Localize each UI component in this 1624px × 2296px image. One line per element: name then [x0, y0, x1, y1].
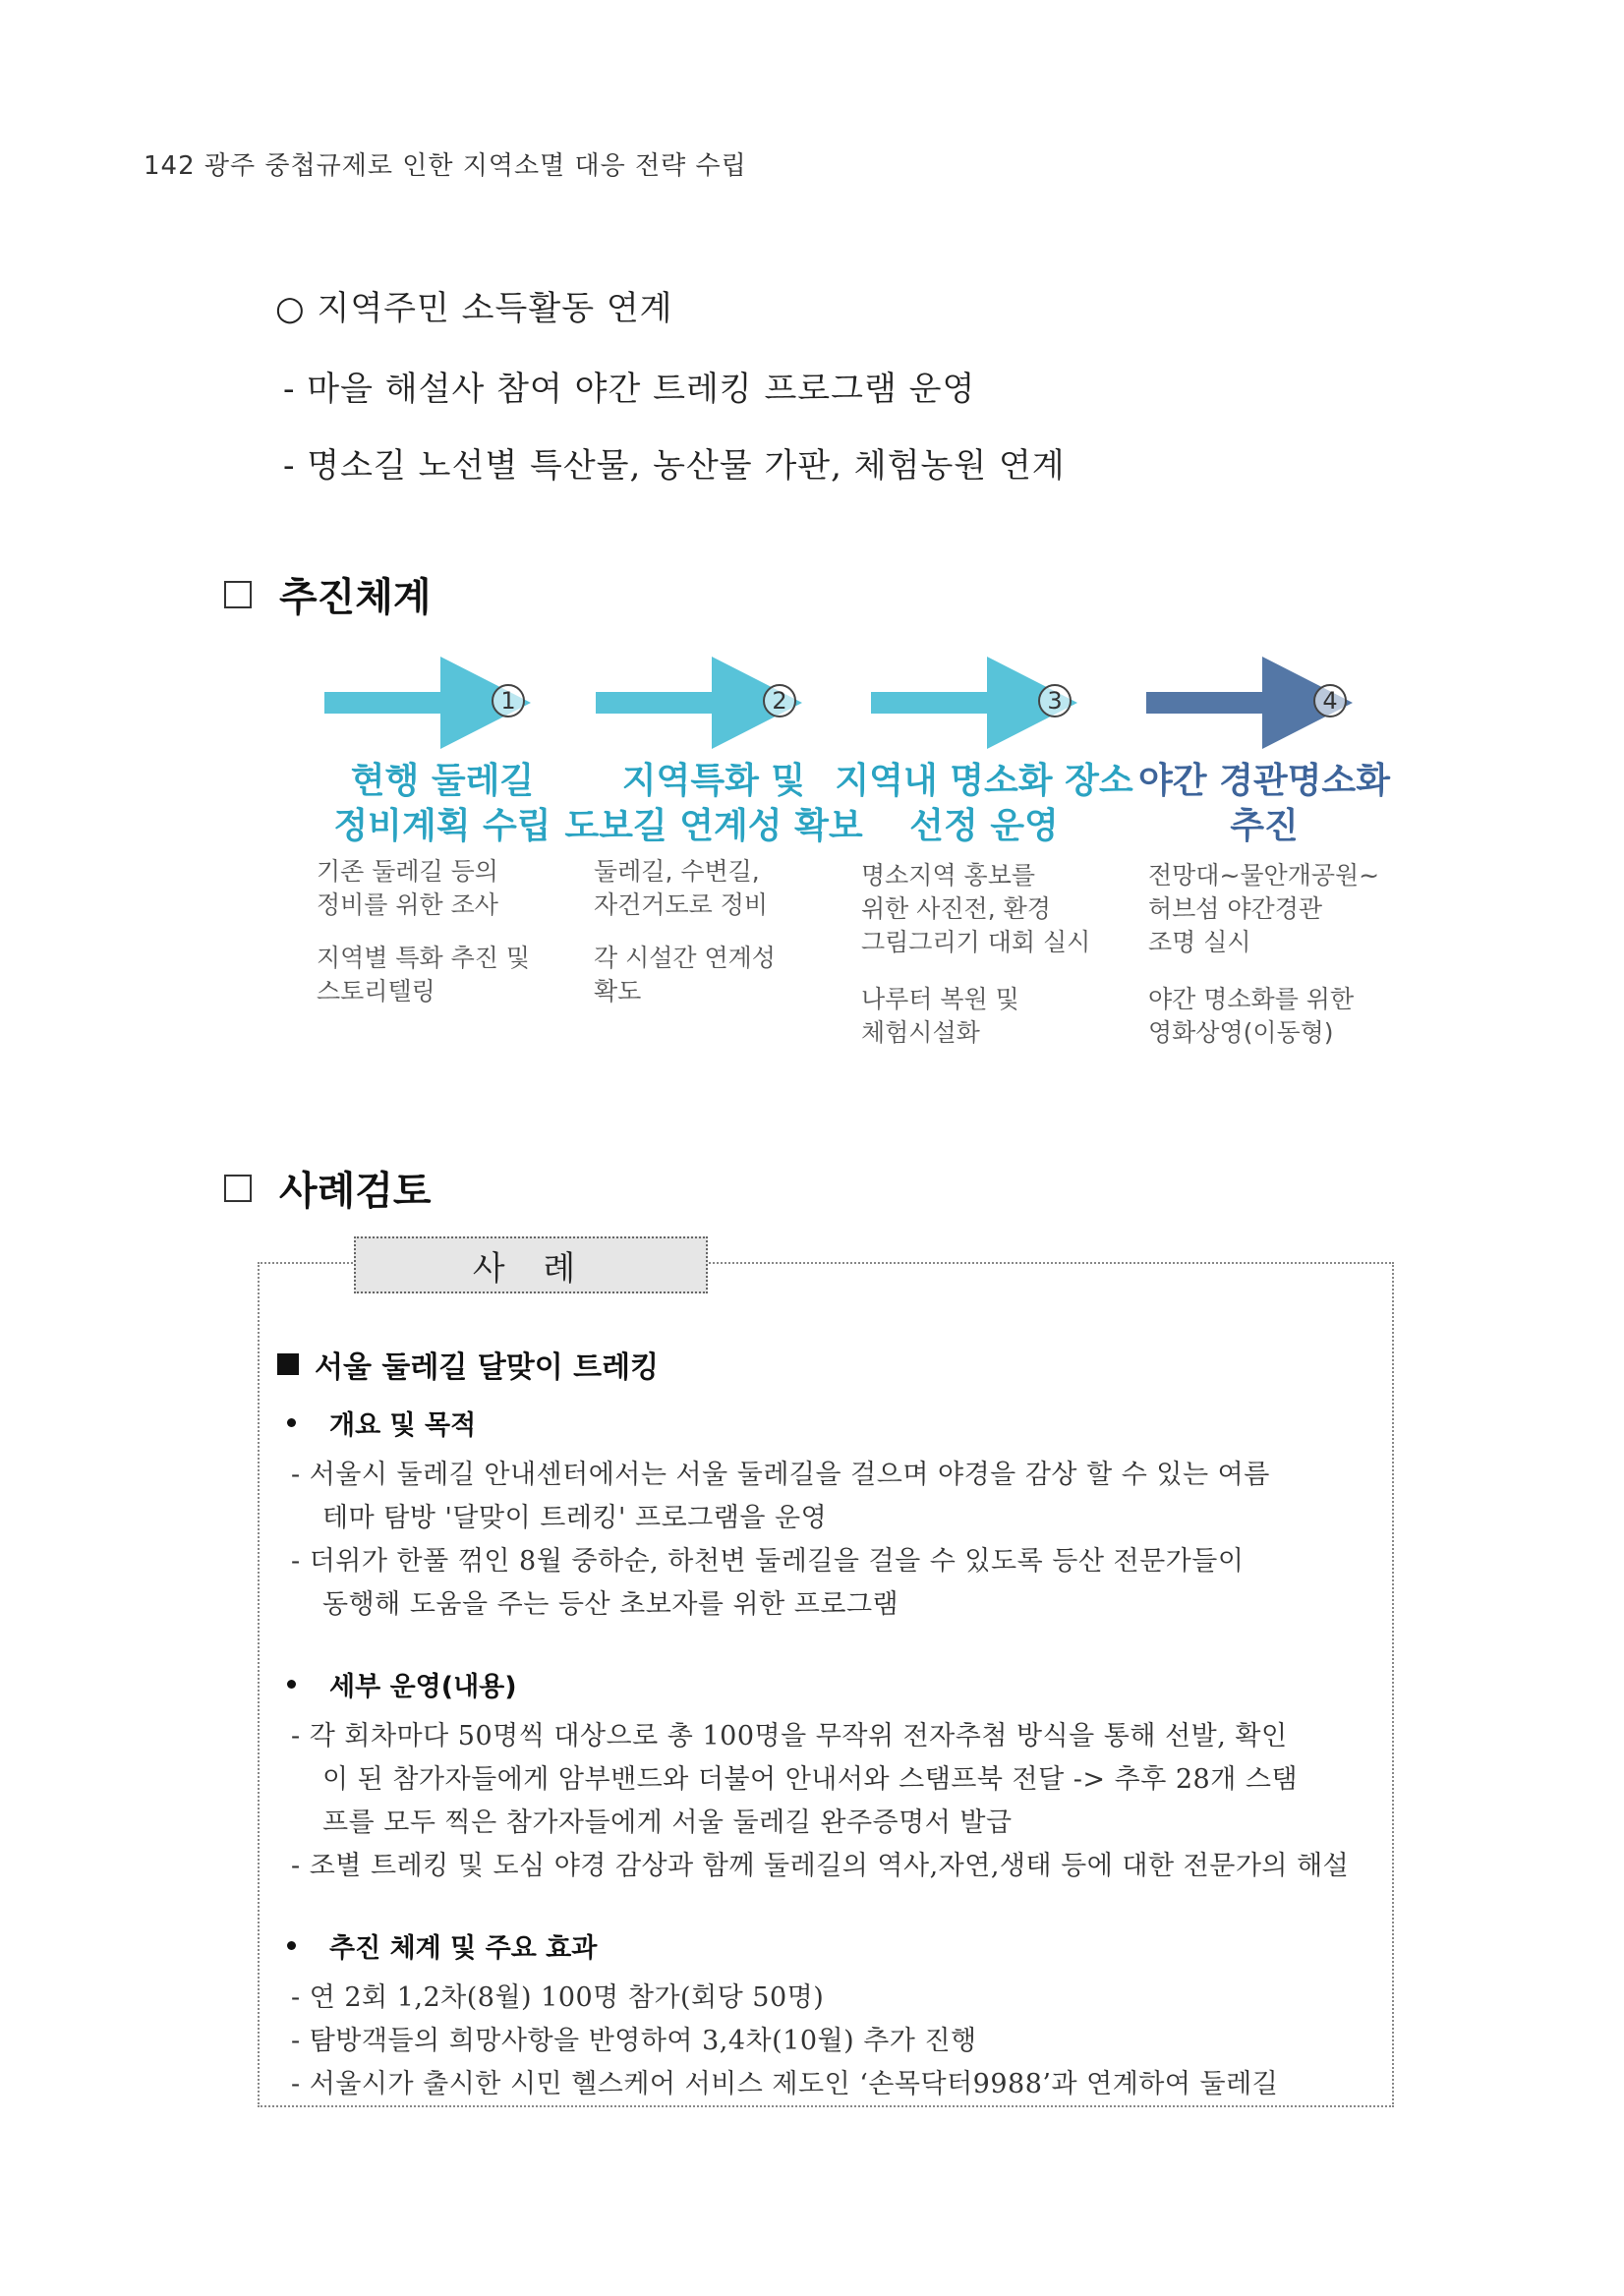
step-title-line: 지역특화 및 [621, 761, 806, 801]
case-bullet [287, 1665, 517, 1703]
step-title-line: 야간 경관명소화 [1138, 761, 1390, 801]
step-desc-line: 정비를 위한 조사 [317, 890, 498, 919]
step-desc-line: 명소지역 홍보를 [861, 861, 1035, 890]
step-desc-line: 지역별 특화 추진 및 [317, 944, 531, 972]
case-line: - 더위가 한풀 꺾인 8월 중하순, 하천변 둘레길을 걸을 수 있도록 등산 전문가들이 [291, 1546, 1245, 1577]
section-title-promotion-system [224, 566, 432, 622]
step-desc-line: 자건거도로 정비 [594, 890, 768, 919]
step-title [295, 759, 590, 849]
bullet-dot-icon [287, 1418, 296, 1427]
case-line: - 연 2회 1,2차(8월) 100명 참가(회당 50명) [291, 1982, 825, 2013]
case-heading-text: 서울 둘레길 달맞이 트레킹 [315, 1350, 660, 1385]
case-heading [277, 1343, 659, 1386]
step-desc-line: 위한 사진전, 환경 [861, 894, 1051, 923]
step-desc-line: 나루터 복원 및 [861, 985, 1019, 1013]
step-desc-line: 그림그리기 대회 실시 [861, 928, 1091, 956]
step-desc-line: 확도 [594, 977, 642, 1005]
case-line: 테마 탐방 '달맞이 트레킹' 프로그램을 운영 [322, 1503, 828, 1533]
step-title-line: 현행 둘레길 [350, 761, 535, 801]
case-line: 동행해 도움을 주는 등산 초보자를 위한 프로그램 [322, 1589, 899, 1620]
step-desc-block [594, 942, 849, 1008]
case-tab: 사 례 [354, 1236, 708, 1293]
step-desc-line: 각 시설간 연계성 [594, 944, 776, 972]
step-title-line: 정비계획 수립 [333, 806, 551, 846]
step-title [1117, 759, 1412, 849]
step-title-line: 도보길 연계성 확보 [564, 806, 863, 846]
step-desc-block [317, 942, 572, 1008]
bullet-dot-icon [287, 1680, 296, 1689]
step-desc-block [861, 859, 1117, 959]
step-title-line: 지역내 명소화 장소 [835, 761, 1133, 801]
step-desc-block [861, 983, 1117, 1050]
step-desc-line: 조명 실시 [1148, 928, 1251, 956]
step-desc-block [1148, 983, 1404, 1050]
case-line: - 서울시 둘레길 안내센터에서는 서울 둘레길을 걸으며 야경을 감상 할 수 있는 여름 [291, 1460, 1270, 1490]
section-title-case-review [224, 1160, 432, 1216]
step-title-line: 선정 운영 [909, 806, 1059, 846]
case-line: - 각 회차마다 50명씩 대상으로 총 100명을 무작위 전자추첨 방식을 통해 선발, 확인 [291, 1721, 1288, 1751]
section-title-text: 추진체계 [279, 575, 432, 620]
step-title-line: 추진 [1230, 806, 1299, 846]
checkbox-square-icon [224, 581, 252, 608]
case-line: 프를 모두 찍은 참가자들에게 서울 둘레길 완주증명서 발급 [322, 1808, 1013, 1838]
step-number-badge: 3 [1038, 684, 1072, 718]
running-header: 142 광주 중첩규제로 인한 지역소멸 대응 전략 수립 [144, 151, 747, 181]
step-desc-line: 기존 둘레길 등의 [317, 857, 498, 886]
bullet-dot-icon [287, 1941, 296, 1950]
case-bullet [287, 1926, 597, 1965]
step-title [822, 759, 1146, 849]
case-bullet-label: 세부 운영(내용) [329, 1672, 517, 1702]
step-desc-line: 둘레길, 수변길, [594, 857, 760, 886]
intro-item-2: - 명소길 노선별 특산물, 농산물 가판, 체험농원 연계 [283, 446, 1066, 486]
step-desc-block [594, 855, 849, 922]
section-title-text: 사례검토 [279, 1169, 432, 1214]
step-number-badge: 4 [1313, 684, 1347, 718]
case-bullet-label: 개요 및 목적 [329, 1410, 477, 1441]
step-desc-line: 체험시설화 [861, 1018, 980, 1047]
case-line: 이 된 참가자들에게 암부밴드와 더불어 안내서와 스탬프북 전달 -> 추후 28개 스탬 [322, 1764, 1299, 1795]
case-bullet-label: 추진 체계 및 주요 효과 [329, 1933, 598, 1964]
step-desc-line: 야간 명소화를 위한 [1148, 985, 1355, 1013]
case-line: - 서울시가 출시한 시민 헬스케어 서비스 제도인 ‘손목닥터9988’과 연계하여 둘레길 [291, 2069, 1279, 2099]
step-desc-block [317, 855, 572, 922]
step-number-badge: 1 [492, 684, 525, 718]
intro-item-1: - 마을 해설사 참여 야간 트레킹 프로그램 운영 [283, 370, 976, 409]
case-line: - 조별 트레킹 및 도심 야경 감상과 함께 둘레길의 역사,자연,생태 등에 대한 전문가의 해설 [291, 1851, 1350, 1881]
case-line: - 탐방객들의 희망사항을 반영하여 3,4차(10월) 추가 진행 [291, 2026, 977, 2056]
step-number-badge: 2 [763, 684, 796, 718]
step-desc-line: 허브섬 야간경관 [1148, 894, 1322, 923]
case-bullet [287, 1404, 476, 1442]
step-desc-line: 스토리텔링 [317, 977, 435, 1005]
step-desc-line: 영화상영(이동형) [1148, 1018, 1334, 1047]
black-square-icon [277, 1353, 299, 1375]
step-desc-line: 전망대~물안개공원~ [1148, 861, 1380, 890]
checkbox-square-icon [224, 1175, 252, 1202]
step-desc-block [1148, 859, 1404, 959]
intro-heading: ○ 지역주민 소득활동 연계 [275, 289, 673, 328]
